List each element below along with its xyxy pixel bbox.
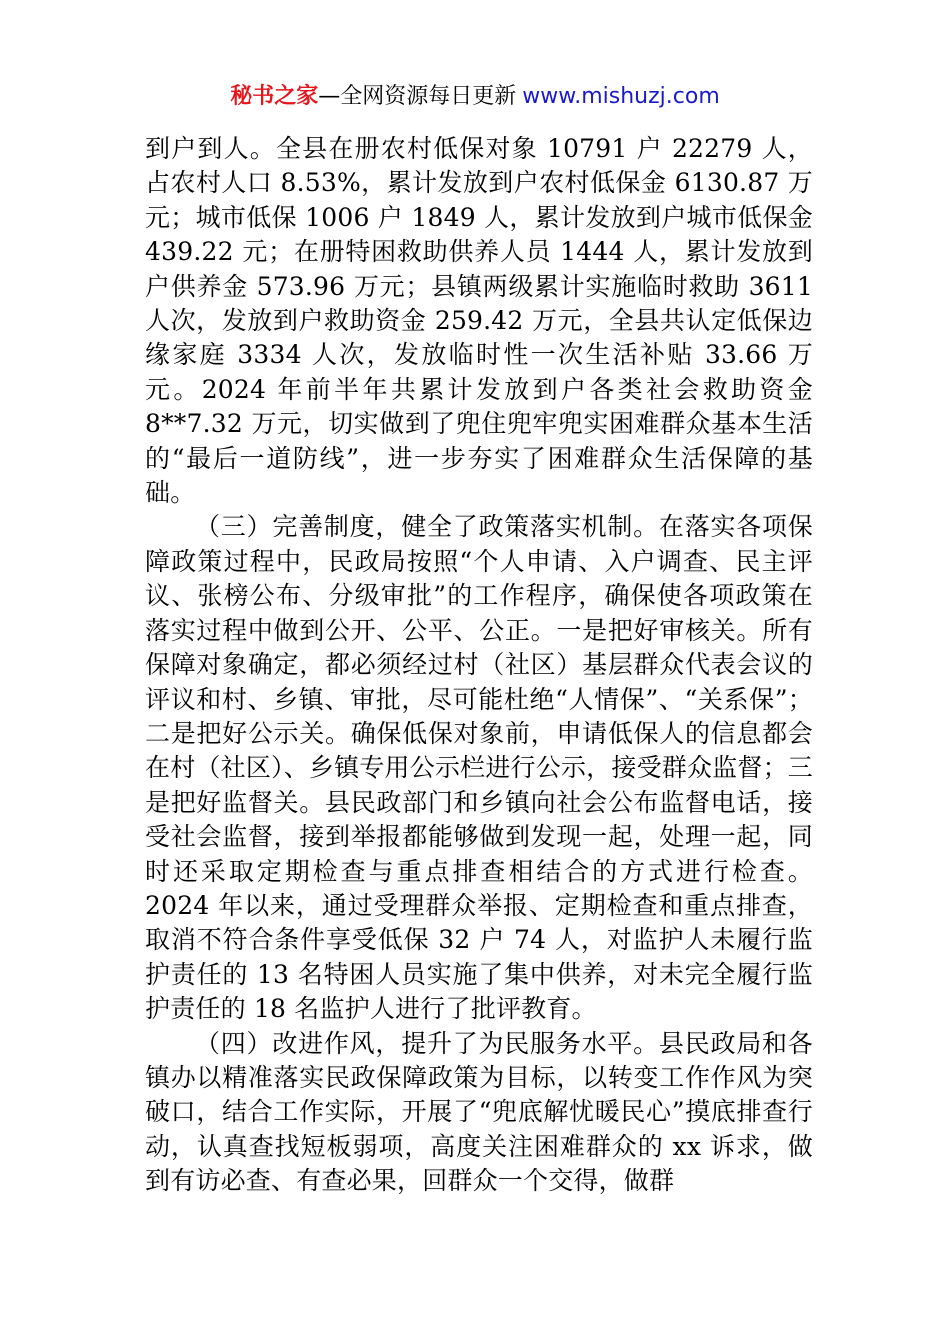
paragraph-section-four: （四）改进作风，提升了为民服务水平。县民政局和各镇办以精准落实民政保障政策为目标，以转变工作作风为突破口，结合工作实际，开展了“兜底解忧暖民心”摸底排查行动，认真查找短板弱项，高度关注困难群众的 xx 诉求，做到有访必查、有查必果，回群众一个交得，做群 [145, 1028, 813, 1196]
paragraph-social-assistance: 到户到人。全县在册农村低保对象 10791 户 22279 人，占农村人口 8.53%，累计发放到户农村低保金 6130.87 万元；城市低保 1006 户 1849 人，累计发放到户城市低保金 439.22 元；在册特困救助供养人员 1444 人，累计发放到户供养金 573.96 万元；县镇两级累计实施临时救助 3611 人次，发放到户救助资金 259.42 万元，全县共认定低保边缘家庭 3334 人次，发放临时性一次生活补贴 33.66 万元。2024 年前半年共累计发放到户各类社会救助资金 8**7.32 万元，切实做到了兜住兜牢兜实困难群众基本生活的“最后一道防线”，进一步夯实了困难群众生活保障的基础。 [145, 134, 813, 508]
header-tagline: —全网资源每日更新 [318, 84, 517, 109]
site-url-link[interactable]: www.mishuzj.com [522, 84, 720, 109]
document-body [145, 132, 813, 1199]
site-header [0, 82, 950, 112]
brand-name: 秘书之家 [230, 84, 319, 109]
paragraph-section-three: （三）完善制度，健全了政策落实机制。在落实各项保障政策过程中，民政局按照“个人申请、入户调查、民主评议、张榜公布、分级审批”的工作程序，确保使各项政策在落实过程中做到公开、公平、公正。一是把好审核关。所有保障对象确定，都必须经过村（社区）基层群众代表会议的评议和村、乡镇、审批，尽可能杜绝“人情保”、“关系保”；二是把好公示关。确保低保对象前，申请低保人的信息都会在村（社区）、乡镇专用公示栏进行公示，接受群众监督；三是把好监督关。县民政部门和乡镇向社会公布监督电话，接受社会监督，接到举报都能够做到发现一起，处理一起，同时还采取定期检查与重点排查相结合的方式进行检查。2024 年以来，通过受理群众举报、定期检查和重点排查，取消不符合条件享受低保 32 户 74 人，对监护人未履行监护责任的 13 名特困人员实施了集中供养，对未完全履行监护责任的 18 名监护人进行了批评教育。 [145, 512, 813, 1024]
